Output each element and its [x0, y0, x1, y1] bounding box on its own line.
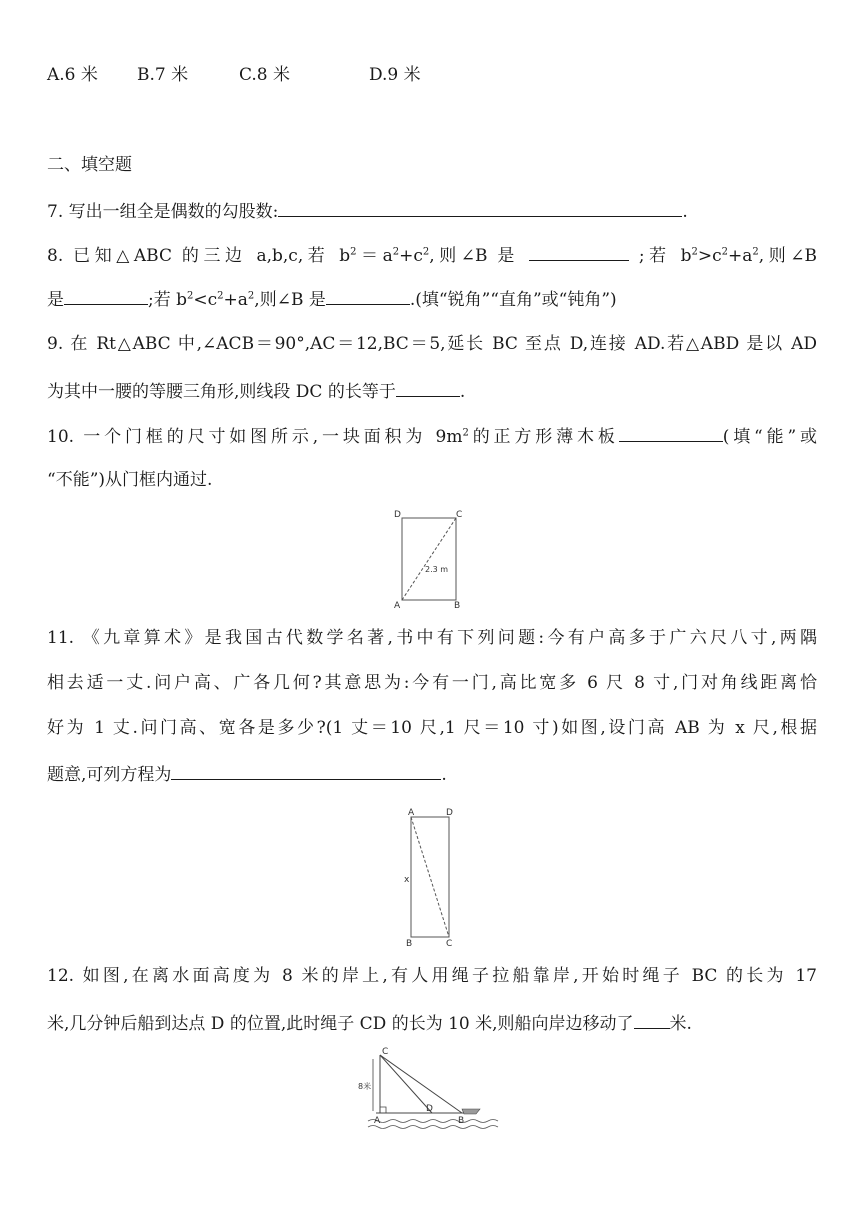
q10-text: (填“能”或	[722, 427, 818, 447]
vertex-label: B	[454, 601, 461, 611]
q8-exp: 2	[422, 246, 430, 258]
question-8-line-1	[47, 243, 817, 267]
q9-text: 为其中一腰的等腰三角形,则线段 DC 的长等于	[47, 382, 396, 402]
option-b: B.7 米	[137, 65, 189, 85]
q8-exp: 2	[187, 290, 194, 302]
question-8-line-2	[47, 287, 817, 311]
q8-exp: 2	[721, 246, 729, 258]
q8-exp: 2	[392, 246, 400, 258]
q8-text: ,则∠B 是	[254, 290, 326, 310]
vertex-label: C	[382, 1047, 389, 1057]
q10-text: 10. 一个门框的尺寸如图所示,一块面积为 9m	[47, 427, 463, 447]
q8-text: ;若 b	[638, 246, 692, 266]
wave-line-1	[368, 1120, 498, 1123]
vertex-label: B	[406, 939, 413, 949]
q8-exp: 2	[752, 246, 759, 258]
q8-text: 8. 已知△ABC 的三边 a,b,c,若 b	[47, 246, 351, 266]
q8-text: +c	[399, 246, 423, 266]
boat-rope-figure	[340, 1045, 510, 1141]
wave-line-2	[368, 1126, 498, 1129]
q8-answer-blank-3[interactable]	[326, 287, 410, 305]
q12-answer-blank[interactable]	[634, 1011, 670, 1029]
q8-text: +a	[728, 246, 753, 266]
door-diagonal	[402, 518, 456, 600]
question-11-line-4	[47, 762, 817, 786]
q8-text: <c	[193, 290, 218, 310]
door-frame-figure	[392, 508, 482, 611]
vertex-label: A	[394, 601, 401, 611]
q7-text: 7. 写出一组全是偶数的勾股数:	[47, 202, 279, 222]
q8-text: +a	[223, 290, 248, 310]
q7-end: .	[682, 202, 688, 222]
vertex-label: D	[426, 1104, 433, 1114]
vertex-label: B	[458, 1116, 465, 1126]
vertex-label: D	[446, 808, 453, 818]
q6-options	[47, 64, 817, 86]
rope-cd	[380, 1055, 432, 1113]
vertex-label: D	[394, 510, 401, 520]
door-diagonal	[411, 817, 449, 937]
q11-answer-blank[interactable]	[171, 762, 441, 780]
diagonal-measure: 2.3 m	[425, 565, 449, 574]
vertex-label: A	[408, 808, 415, 818]
q8-text: ;若 b	[148, 290, 188, 310]
q7-answer-blank[interactable]	[278, 199, 682, 217]
q11-text: 题意,可列方程为	[47, 765, 172, 785]
q8-exp: 2	[350, 246, 357, 258]
question-10-line-1	[47, 424, 817, 448]
q10-answer-blank[interactable]	[619, 424, 723, 442]
right-angle-mark	[380, 1107, 386, 1113]
q8-exp: 2	[217, 290, 224, 302]
q8-answer-blank-1[interactable]	[529, 243, 629, 261]
vertex-label: C	[446, 939, 453, 949]
question-11-line-2: 相去适一丈.问户高、广各几何?其意思为:今有一门,高比宽多 6 尺 8 寸,门对角线距离恰	[47, 673, 817, 693]
question-7	[47, 199, 817, 223]
question-11-line-3: 好为 1 丈.问门高、宽各是多少?(1 丈＝10 尺,1 尺＝10 寸)如图,设门高 AB 为 x 尺,根据	[47, 718, 817, 738]
q9-answer-blank[interactable]	[396, 379, 460, 397]
q8-exp: 2	[691, 246, 698, 258]
q9-end: .	[459, 382, 466, 402]
question-12-line-2	[47, 1011, 817, 1035]
q12-text: 米,几分钟后船到达点 D 的位置,此时绳子 CD 的长为 10 米,则船向岸边移动了	[47, 1014, 634, 1034]
q8-text: .(填“锐角”“直角”或“钝角”)	[409, 290, 617, 310]
option-d: D.9 米	[369, 65, 421, 85]
question-10-line-2: “不能”)从门框内通过.	[47, 470, 213, 490]
height-label: 8米	[358, 1082, 372, 1091]
vertex-label: A	[374, 1116, 381, 1126]
q8-text: ,则∠B	[758, 246, 818, 266]
question-12-line-1: 12. 如图,在离水面高度为 8 米的岸上,有人用绳子拉船靠岸,开始时绳子 BC 的长为 17	[47, 966, 817, 986]
door-figure	[400, 806, 470, 949]
q8-text: >c	[697, 246, 722, 266]
rope-cb	[380, 1055, 462, 1113]
door-frame-rect	[402, 518, 456, 600]
q8-text: ＝a	[356, 246, 393, 266]
q8-exp: 2	[247, 290, 255, 302]
q8-text: ,则∠B 是	[429, 246, 519, 266]
q12-end: 米.	[669, 1014, 692, 1034]
option-c: C.8 米	[239, 65, 291, 85]
q8-text: 是	[47, 290, 64, 310]
q11-end: .	[441, 765, 447, 785]
side-label: x	[404, 875, 410, 885]
q8-answer-blank-2[interactable]	[64, 287, 148, 305]
vertex-label: C	[456, 510, 463, 520]
question-9-line-1: 9. 在 Rt△ABC 中,∠ACB＝90°,AC＝12,BC＝5,延长 BC 至点 D,连接 AD.若△ABD 是以 AD	[47, 334, 817, 354]
q10-exp: 2	[462, 427, 469, 439]
question-9-line-2	[47, 379, 817, 403]
q10-text: 的正方形薄木板	[468, 427, 619, 447]
section-title: 二、填空题	[47, 155, 132, 175]
boat-icon	[462, 1109, 480, 1114]
question-11-line-1: 11. 《九章算术》是我国古代数学名著,书中有下列问题:今有户高多于广六尺八寸,两隅	[47, 628, 817, 648]
option-a: A.6 米	[47, 65, 98, 85]
